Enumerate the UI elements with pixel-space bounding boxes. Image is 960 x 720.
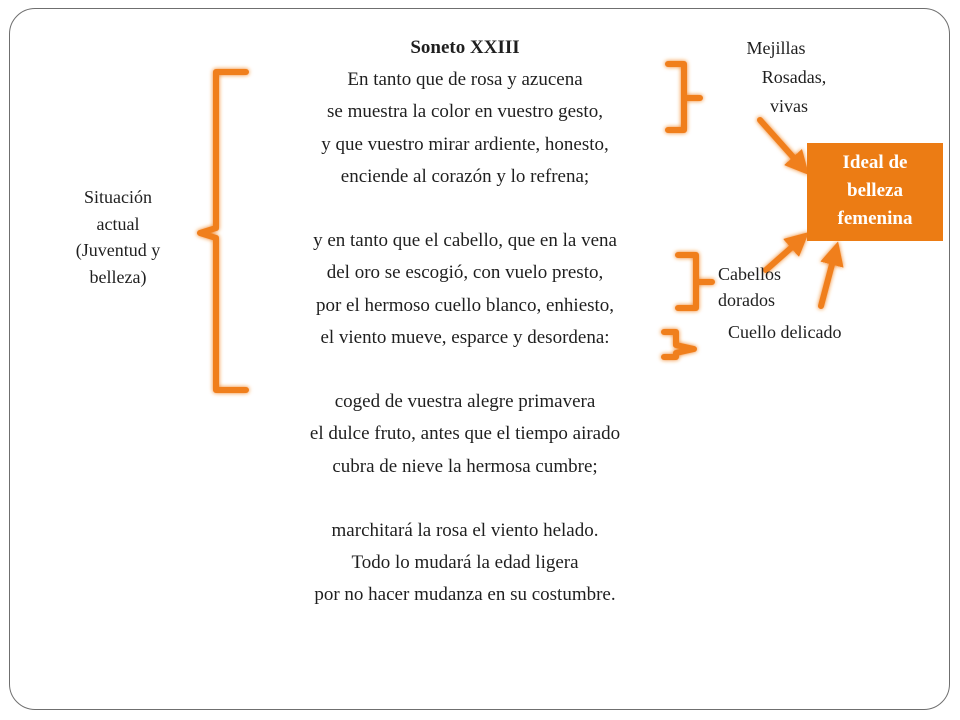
poem-line: cubra de nieve la hermosa cumbre; [332,455,598,477]
poem-line: enciende al corazón y lo refrena; [340,165,590,187]
stanza-gap [230,193,700,225]
label-line: Rosadas, [761,67,827,87]
label-line: Situación [84,187,152,207]
ideal-belleza-box [807,143,943,241]
label-line: Mejillas [746,38,806,58]
cabellos-label [718,261,818,313]
stanza-gap [230,483,700,515]
cuello-label: Cuello delicado [728,322,842,342]
poem-line: por el hermoso cuello blanco, enhiesto, [315,294,615,316]
poem-line: del oro se escogió, con vuelo presto, [326,262,604,284]
stanza-gap [230,354,700,386]
poem-line: y que vuestro mirar ardiente, honesto, [321,133,609,155]
label-line: belleza) [89,266,147,287]
sonnet-poem [230,32,700,612]
poem-title: Soneto XXIII [410,37,520,58]
label-line: (Juventud y [75,240,161,260]
poem-line: En tanto que de rosa y azucena [347,69,583,91]
poem-line: coged de vuestra alegre primavera [334,391,596,413]
label-line: Cabellos [718,264,781,284]
label-line: Ideal de [842,152,908,173]
poem-line: Todo lo mudará la edad ligera [351,552,579,574]
situacion-actual-label [40,184,196,290]
mejillas-label [700,34,860,121]
poem-line: el viento mueve, esparce y desordena: [320,326,610,348]
label-line: vivas [770,96,808,116]
poem-line: y en tanto que el cabello, que en la vena [313,230,617,252]
label-line: dorados [718,290,775,310]
label-line: actual [96,213,140,234]
arrow-cuello [821,253,835,306]
poem-line: se muestra la color en vuestro gesto, [327,101,603,123]
arrow-mejillas [760,120,801,166]
poem-line: marchitará la rosa el viento helado. [331,520,599,541]
poem-line: por no hacer mudanza en su costumbre. [314,584,616,606]
label-line: belleza [847,180,903,201]
label-line: femenina [837,208,913,229]
poem-line: el dulce fruto, antes que el tiempo airado [309,423,621,445]
